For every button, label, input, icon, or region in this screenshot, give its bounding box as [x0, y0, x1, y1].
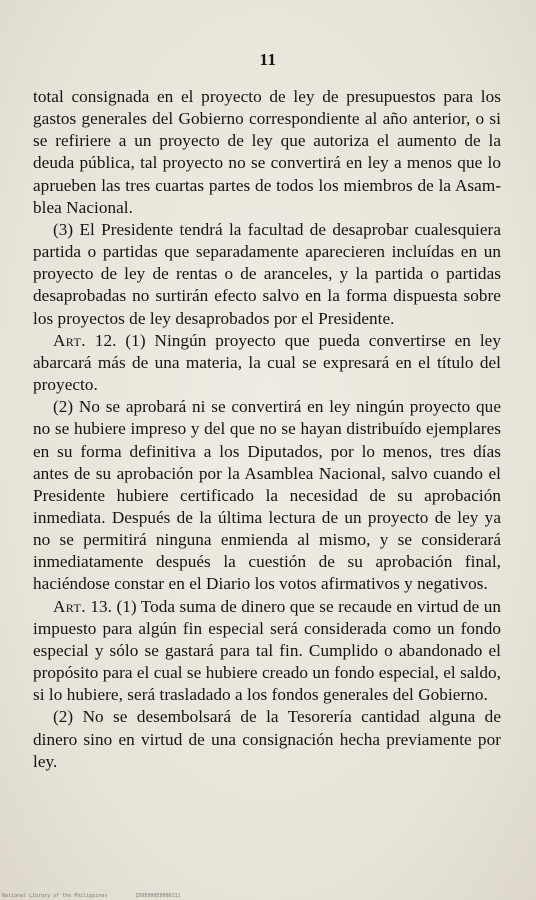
- article-12-text: 12. (1) Ningún proyecto que pueda convertirse en ley abarcará más de una materia, la cual se expresará en el título del proyecto.: [33, 330, 501, 395]
- footer-id: ID0E000E0000111: [135, 893, 181, 899]
- paragraph-article-13-section-2: (2) No se desembolsará de la Tesorería cantidad alguna de dinero sino en virtud de una consignación hecha previamente por ley.: [33, 707, 501, 771]
- paragraph-article-12-section-2: (2) No se aprobará ni se convertirá en ley ningún proyecto que no se hubiere impreso y del que no se hayan distribuído ejemplares en su forma definitiva a los Diputados, por lo menos, tres días antes de su aprobación por la Asamblea Nacional, salvo cuando el Presidente hubiere certificado la necesidad de su aprobación inmediata. Después de la última lectura de un proyecto de ley ya no se permitirá ninguna enmienda al mismo, y se considerará inmediatamente después la cuestión de su aprobación final, haciéndose constar en el Diario los votos afirmativos y negativos.: [33, 397, 501, 594]
- article-label: Art.: [53, 596, 86, 616]
- paragraph-section-3: (3) El Presidente tendrá la facultad de desaprobar cualesquiera partida o partidas que separadamente aparecieren incluídas en un proyecto de ley de rentas o de aranceles, y la partida o partidas desaprobadas no surtirán efecto salvo en la forma dispuesta sobre los proyectos de ley desaprobados por el Presidente.: [33, 219, 501, 328]
- paragraph-article-12: [33, 330, 501, 396]
- paragraph-continuation: total consignada en el proyecto de ley de presupuestos para los gastos generales del Gobierno correspondiente al año anterior, o si se refiriere a un proyecto de ley que autoriza el aumento de la deuda pública, tal proyecto no se convertirá en ley a menos que lo aprueben las tres cuartas partes de todos los miembros de la Asamblea Nacional.: [33, 87, 501, 217]
- footer-source: National Library of the Philippines: [2, 893, 108, 899]
- paragraph-article-13: [33, 596, 501, 707]
- body-text: [33, 86, 501, 773]
- page-number: 11: [259, 50, 277, 69]
- article-label: Art.: [53, 330, 86, 350]
- scan-footer: [2, 893, 209, 899]
- article-13-text: 13. (1) Toda suma de dinero que se recaude en virtud de un impuesto para algún fin especial será considerada como un fondo especial y sólo se gastará para tal fin. Cumplido o abandonado el propósito para el cual se hubiere creado un fondo especial, el saldo, si lo hubiere, será trasladado a los fondos generales del Gobierno.: [33, 596, 501, 705]
